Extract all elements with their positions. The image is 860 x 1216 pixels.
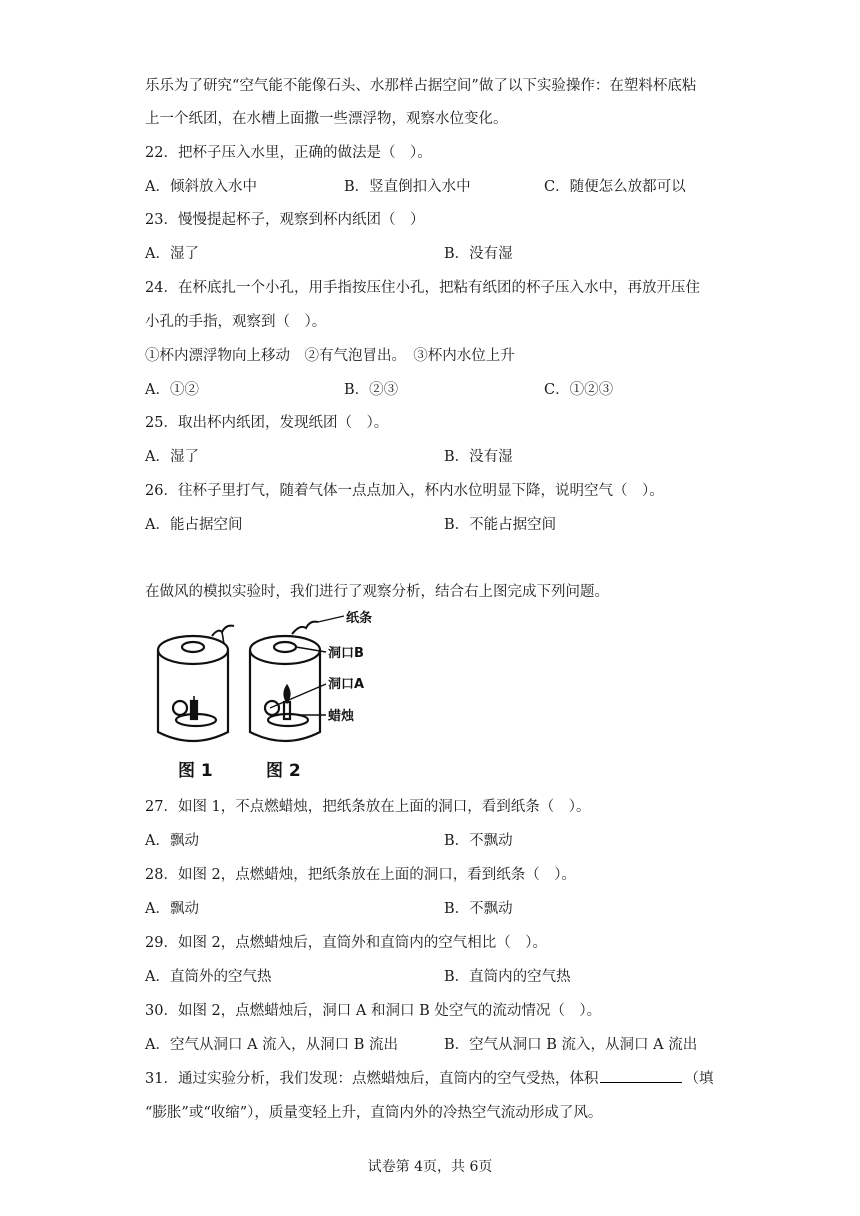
q23-stem: 23．慢慢提起杯子，观察到杯内纸团（ ）	[145, 212, 425, 228]
q29-option-b[interactable]: B．直筒内的空气热	[444, 969, 571, 985]
q25-option-a[interactable]: A．湿了	[145, 449, 199, 465]
q30-option-a[interactable]: A．空气从洞口 A 流入，从洞口 B 流出	[145, 1037, 399, 1053]
label-hole-a: 洞口A	[328, 677, 365, 692]
q22-option-a[interactable]: A．倾斜放入水中	[145, 179, 257, 195]
q31-stem-line2: “膨胀”或“收缩”），质量变轻上升，直筒内外的冷热空气流动形成了风。	[145, 1105, 603, 1121]
q24-stem-line1: 24．在杯底扎一个小孔，用手指按压住小孔，把粘有纸团的杯子压入水中，再放开压住	[145, 280, 700, 296]
q26-option-b[interactable]: B．不能占据空间	[444, 517, 557, 533]
q31-stem-part2: （填	[684, 1071, 714, 1087]
q25-option-b[interactable]: B．没有湿	[444, 449, 513, 465]
q31-stem-part1: 31．通过实验分析，我们发现：点燃蜡烛后，直筒内的空气受热，体积	[145, 1071, 599, 1087]
passage2: 在做风的模拟实验时，我们进行了观察分析，结合右上图完成下列问题。	[145, 584, 609, 600]
q24-option-c[interactable]: C．①②③	[544, 382, 614, 398]
q30-stem: 30．如图 2，点燃蜡烛后，洞口 A 和洞口 B 处空气的流动情况（ ）。	[145, 1003, 602, 1019]
q24-items: ①杯内漂浮物向上移动 ②有气泡冒出。 ③杯内水位上升	[145, 348, 515, 364]
q28-option-a[interactable]: A．飘动	[145, 901, 199, 917]
passage1-line2: 上一个纸团，在水槽上面撒一些漂浮物，观察水位变化。	[145, 111, 508, 127]
q23-option-a[interactable]: A．湿了	[145, 246, 199, 262]
q29-stem: 29．如图 2，点燃蜡烛后，直筒外和直筒内的空气相比（ ）。	[145, 935, 548, 951]
q22-option-b[interactable]: B．竖直倒扣入水中	[344, 179, 471, 195]
q22-stem: 22．把杯子压入水里，正确的做法是（ ）。	[145, 145, 432, 161]
q27-option-b[interactable]: B．不飘动	[444, 833, 513, 849]
q24-stem-line2: 小孔的手指，观察到（ ）。	[145, 314, 327, 330]
passage1-line1: 乐乐为了研究“空气能不能像石头、水那样占据空间”做了以下实验操作：在塑料杯底粘	[145, 78, 697, 94]
q31-stem-line1	[145, 1067, 713, 1088]
cylinder-2	[250, 622, 320, 741]
q23-option-b[interactable]: B．没有湿	[444, 246, 513, 262]
q26-option-a[interactable]: A．能占据空间	[145, 517, 243, 533]
label-hole-b: 洞口B	[328, 646, 364, 661]
q25-stem: 25．取出杯内纸团，发现纸团（ ）。	[145, 415, 389, 431]
q31-answer-blank[interactable]	[600, 1068, 682, 1083]
q28-stem: 28．如图 2，点燃蜡烛，把纸条放在上面的洞口，看到纸条（ ）。	[145, 867, 577, 883]
page-footer: 试卷第 4页，共 6页	[367, 1159, 493, 1175]
label-paper-strip: 纸条	[346, 611, 373, 626]
caption-figure-1: 图 1	[178, 761, 213, 781]
experiment-figure	[150, 610, 380, 785]
label-candle: 蜡烛	[328, 709, 355, 724]
q28-option-b[interactable]: B．不飘动	[444, 901, 513, 917]
q27-stem: 27．如图 1，不点燃蜡烛，把纸条放在上面的洞口，看到纸条（ ）。	[145, 799, 591, 815]
q29-option-a[interactable]: A．直筒外的空气热	[145, 969, 272, 985]
caption-figure-2: 图 2	[266, 761, 301, 781]
q22-option-c[interactable]: C．随便怎么放都可以	[544, 179, 686, 195]
q24-option-b[interactable]: B．②③	[344, 382, 399, 398]
q26-stem: 26．往杯子里打气，随着气体一点点加入，杯内水位明显下降，说明空气（ ）。	[145, 483, 664, 499]
cylinder-1	[158, 626, 234, 741]
q24-option-a[interactable]: A．①②	[145, 382, 199, 398]
q30-option-b[interactable]: B．空气从洞口 B 流入，从洞口 A 流出	[444, 1037, 698, 1053]
q27-option-a[interactable]: A．飘动	[145, 833, 199, 849]
